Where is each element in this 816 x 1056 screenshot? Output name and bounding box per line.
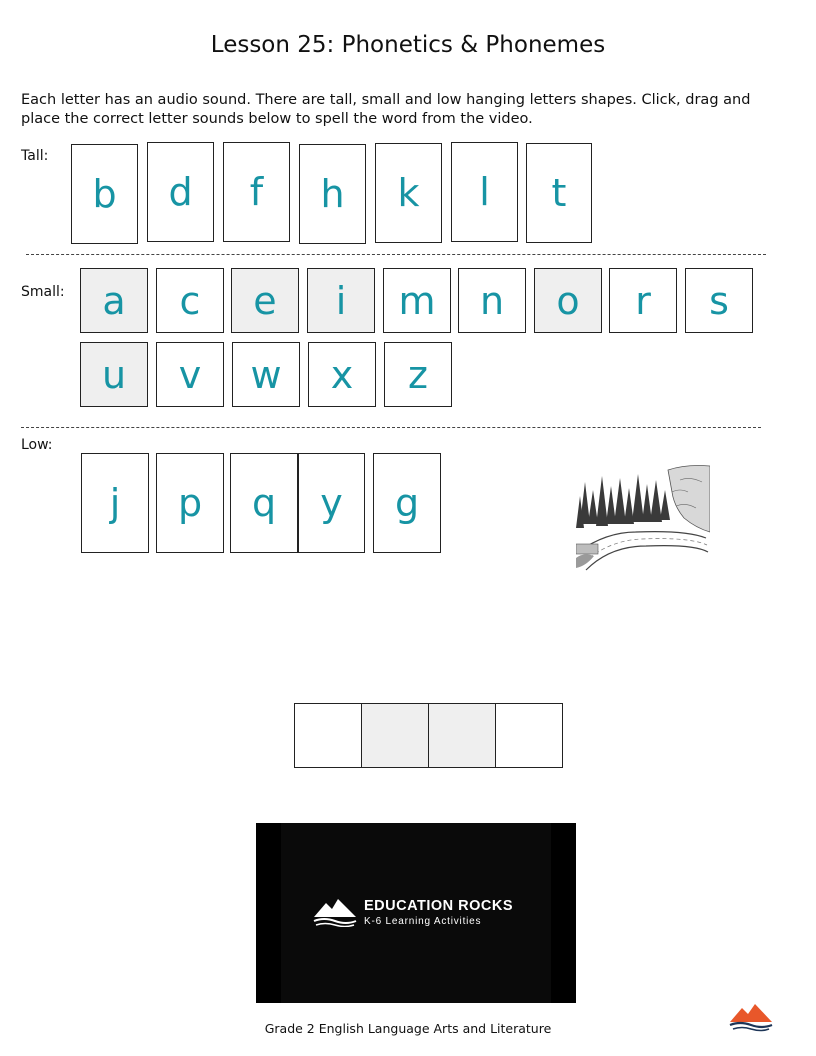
letter-tile-p[interactable] — [156, 453, 224, 553]
letter-glyph: c — [179, 278, 201, 323]
letter-glyph: n — [479, 278, 505, 323]
letter-tile-m[interactable] — [383, 268, 451, 333]
letter-glyph: z — [408, 352, 428, 397]
letter-tile-f[interactable] — [223, 142, 290, 242]
road-sketch-illustration — [576, 462, 710, 572]
letter-glyph: d — [168, 170, 193, 214]
letter-glyph: s — [709, 278, 729, 323]
divider-tall-small — [26, 254, 766, 255]
low-label: Low: — [21, 437, 53, 453]
letter-tile-x[interactable] — [308, 342, 376, 407]
letter-tile-a[interactable] — [80, 268, 148, 333]
small-label: Small: — [21, 284, 65, 300]
letter-tile-s[interactable] — [685, 268, 753, 333]
letter-glyph: i — [335, 278, 347, 323]
letter-glyph: j — [109, 481, 121, 525]
divider-small-low — [21, 427, 761, 428]
letter-glyph: u — [101, 352, 127, 397]
footer-text: Grade 2 English Language Arts and Literature — [264, 1021, 552, 1036]
letter-tile-k[interactable] — [375, 143, 442, 243]
letter-tile-y[interactable] — [298, 453, 365, 553]
letter-tile-n[interactable] — [458, 268, 526, 333]
letter-glyph: g — [394, 481, 420, 525]
letter-glyph: t — [551, 171, 567, 215]
letter-glyph: k — [397, 171, 420, 215]
letter-glyph: o — [556, 278, 580, 323]
letter-tile-v[interactable] — [156, 342, 224, 407]
letter-glyph: x — [330, 352, 354, 397]
letter-tile-j[interactable] — [81, 453, 149, 553]
video-brand-name: EDUCATION ROCKS — [364, 898, 514, 914]
education-rocks-mountain-icon — [312, 897, 358, 927]
letter-tile-w[interactable] — [232, 342, 300, 407]
answer-slot-4[interactable] — [495, 703, 563, 768]
letter-tile-h[interactable] — [299, 144, 366, 244]
letter-glyph: e — [253, 278, 277, 323]
video-brand-tagline: K-6 Learning Activities — [364, 916, 482, 927]
letter-tile-d[interactable] — [147, 142, 214, 242]
answer-slot-3[interactable] — [428, 703, 496, 768]
letter-tile-c[interactable] — [156, 268, 224, 333]
letter-tile-t[interactable] — [526, 143, 592, 243]
letter-tile-u[interactable] — [80, 342, 148, 407]
letter-tile-e[interactable] — [231, 268, 299, 333]
letter-tile-g[interactable] — [373, 453, 441, 553]
letter-glyph: p — [177, 481, 203, 525]
letter-glyph: b — [92, 172, 117, 216]
letter-glyph: f — [249, 170, 264, 214]
video-player[interactable] — [256, 823, 576, 1003]
letter-glyph: v — [178, 352, 202, 397]
letter-glyph: y — [320, 481, 343, 525]
page-title: Lesson 25: Phonetics & Phonemes — [210, 32, 606, 58]
letter-glyph: m — [398, 278, 436, 323]
letter-glyph: r — [635, 278, 651, 323]
tall-label: Tall: — [21, 148, 49, 164]
education-rocks-logo-icon — [728, 1002, 774, 1032]
letter-glyph: l — [479, 170, 490, 214]
letter-glyph: w — [250, 352, 282, 397]
letter-tile-i[interactable] — [307, 268, 375, 333]
letter-tile-r[interactable] — [609, 268, 677, 333]
letter-tile-z[interactable] — [384, 342, 452, 407]
letter-glyph: h — [320, 172, 345, 216]
letter-glyph: q — [251, 481, 277, 525]
letter-glyph: a — [102, 278, 126, 323]
letter-tile-l[interactable] — [451, 142, 518, 242]
letter-tile-b[interactable] — [71, 144, 138, 244]
answer-slot-2[interactable] — [361, 703, 429, 768]
letter-tile-q[interactable] — [230, 453, 298, 553]
answer-slot-1[interactable] — [294, 703, 362, 768]
instructions-text: Each letter has an audio sound. There are tall, small and low hanging letters shapes. Click, drag and place the correct letter sounds below to spell the word from the video. — [21, 92, 751, 127]
letter-tile-o[interactable] — [534, 268, 602, 333]
